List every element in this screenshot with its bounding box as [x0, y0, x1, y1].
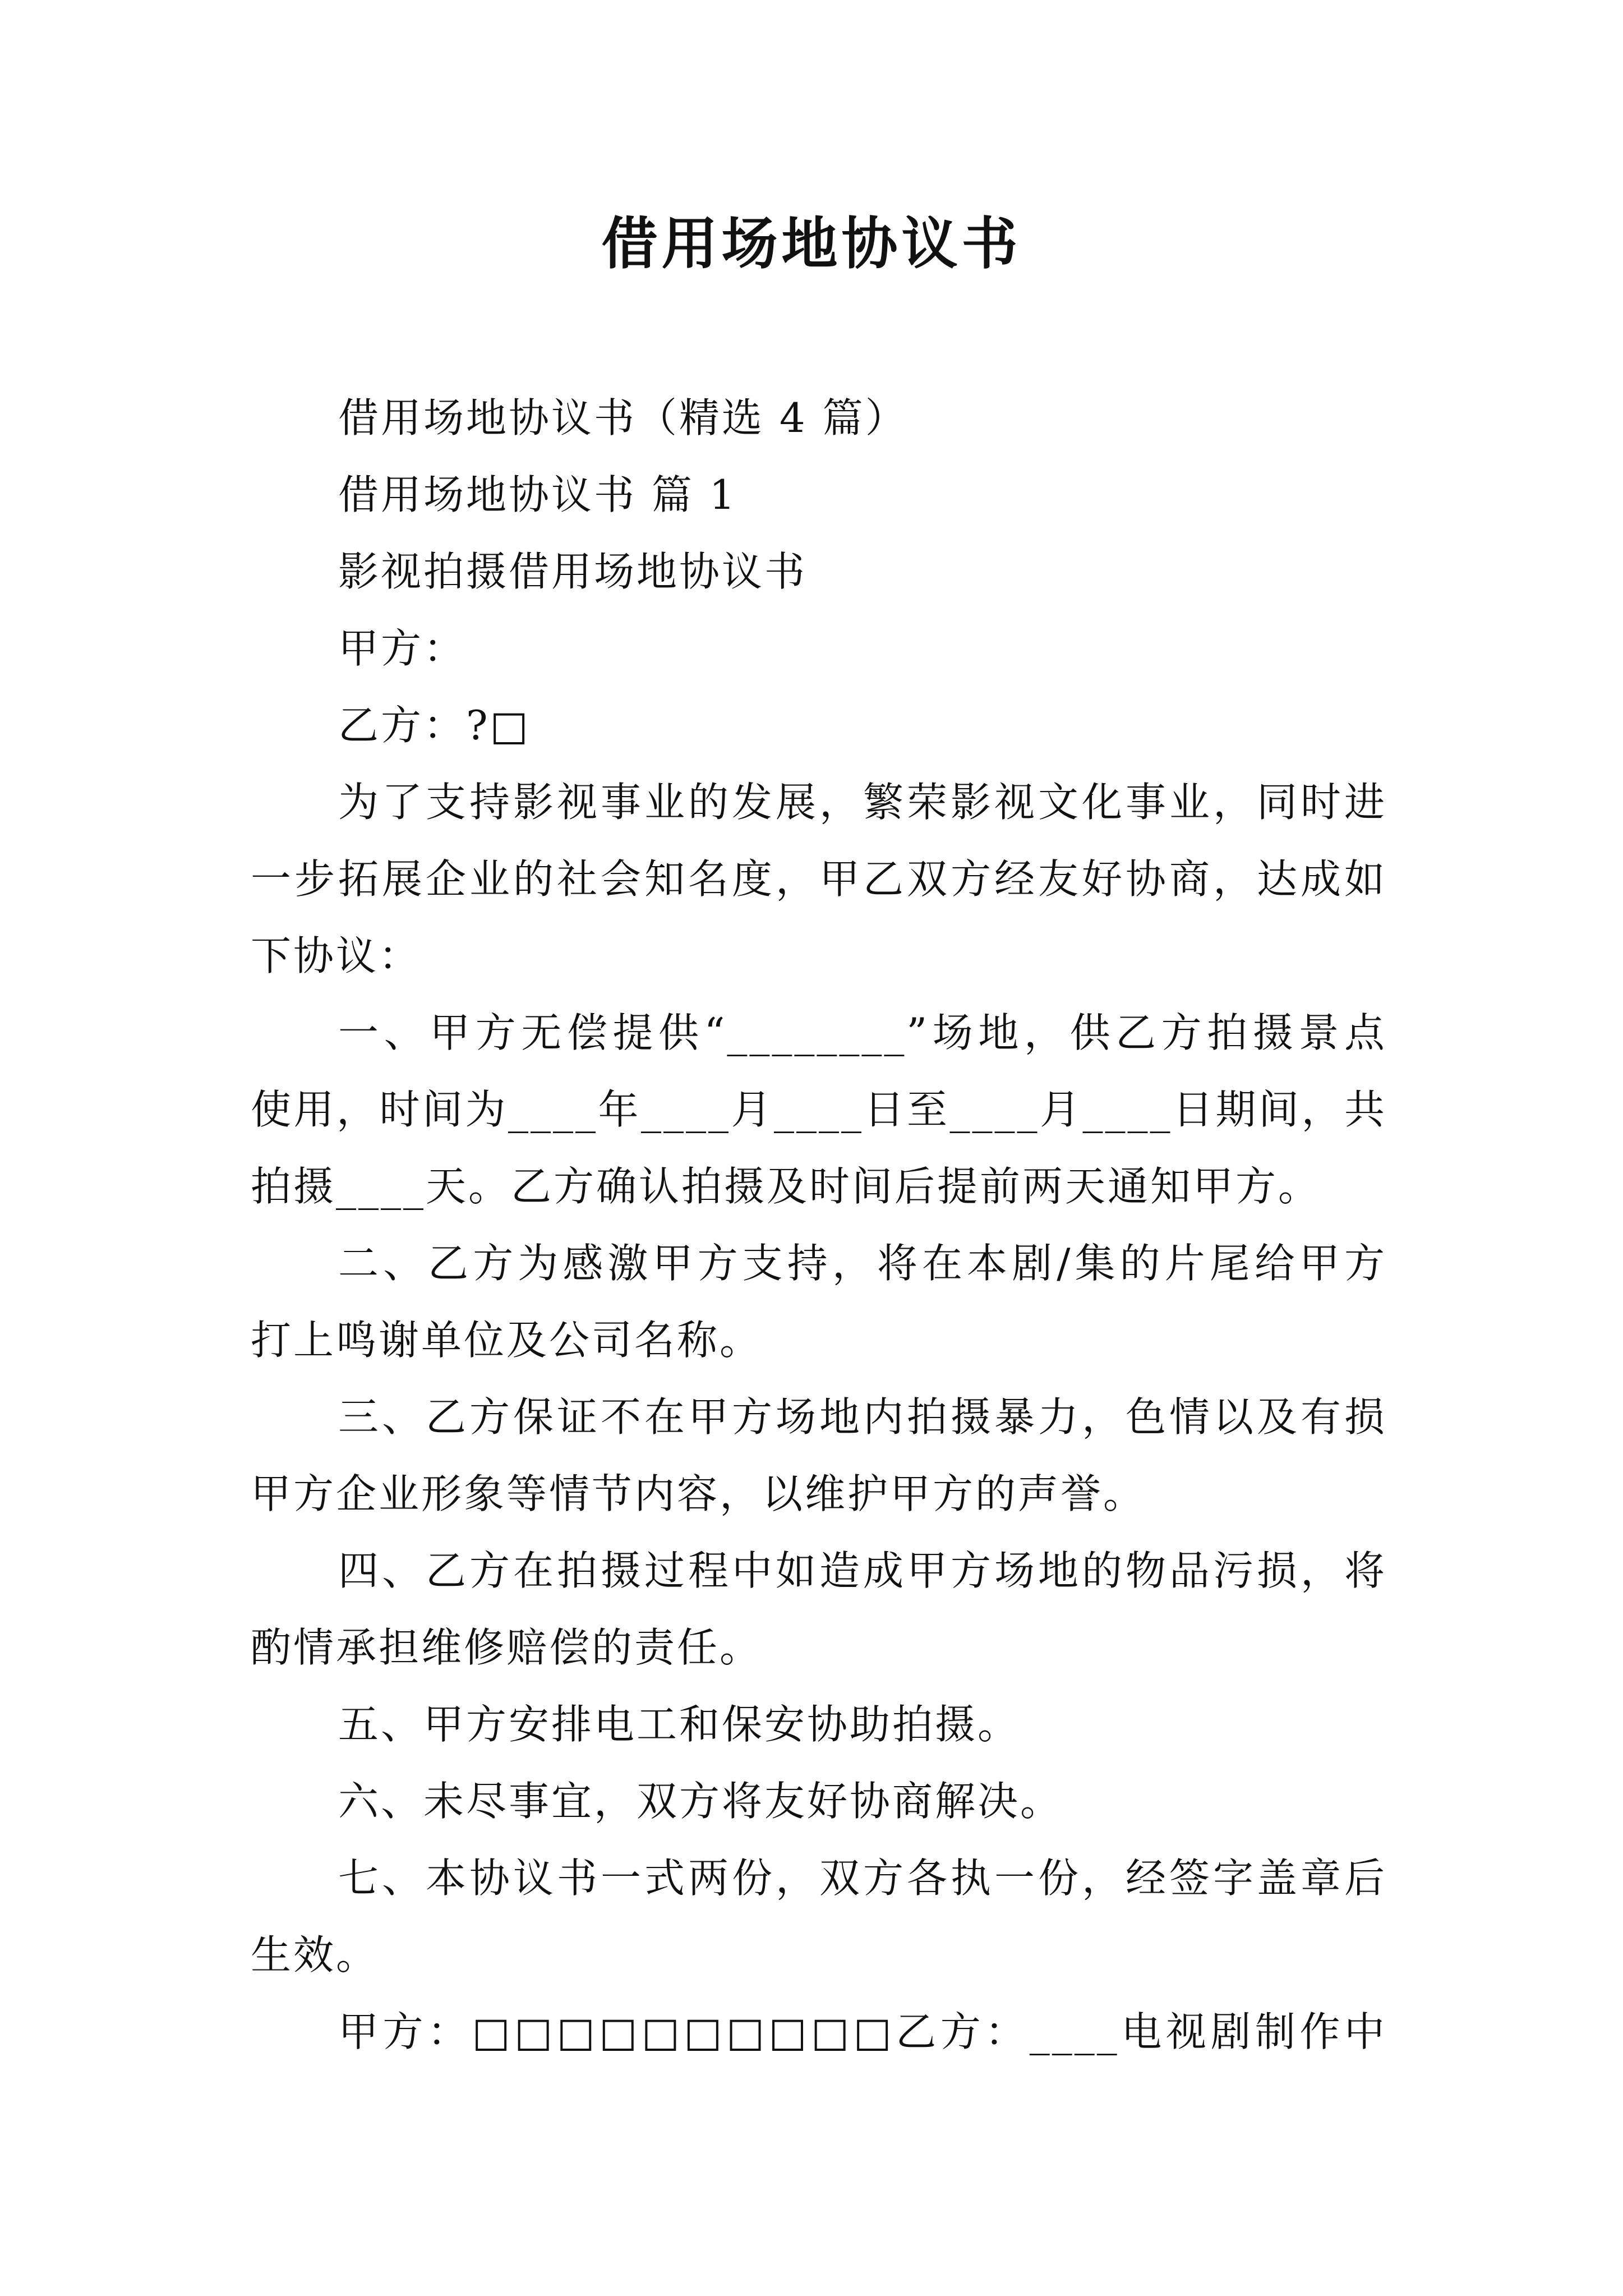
- signature-line: [251, 1994, 1387, 2070]
- text-line: 一步拓展企业的社会知名度，甲乙双方经友好协商，达成如: [251, 855, 1387, 903]
- text-line: 六、未尽事宜，双方将友好协商解决。: [338, 1778, 1063, 1825]
- clause-7: [251, 1840, 1387, 1994]
- text-line: 甲方：□□□□□□□□□□乙方：____电视剧制作中: [338, 2008, 1387, 2055]
- clause-5: [251, 1686, 1387, 1763]
- clause-4: [251, 1533, 1387, 1686]
- text-line: 酌情承担维修赔偿的责任。: [251, 1624, 763, 1671]
- text-line: 拍摄____天。乙方确认拍摄及时间后提前两天通知甲方。: [251, 1163, 1321, 1210]
- text-line: 甲方：: [338, 625, 467, 672]
- text-line: 借用场地协议书（精选 4 篇）: [338, 394, 908, 441]
- document-subtitle: [251, 380, 1387, 457]
- text-line: 四、乙方在拍摄过程中如造成甲方场地的物品污损，将: [338, 1547, 1387, 1594]
- clause-3: [251, 1379, 1387, 1533]
- text-line: 下协议：: [251, 932, 422, 979]
- party-b-line: [251, 687, 1387, 764]
- preamble-paragraph: [251, 764, 1387, 995]
- document-body: [251, 380, 1387, 2070]
- text-line: 影视拍摄借用场地协议书: [338, 548, 808, 595]
- clause-6: [251, 1763, 1387, 1840]
- text-line: 一、甲方无偿提供“________”场地，供乙方拍摄景点: [338, 1009, 1387, 1056]
- clause-2: [251, 1225, 1387, 1379]
- text-line: 借用场地协议书 篇 1: [338, 471, 737, 518]
- page-title: 借用场地协议书: [601, 210, 1022, 277]
- text-line: 五、甲方安排电工和保安协助拍摄。: [338, 1701, 1021, 1748]
- section-heading: [251, 457, 1387, 533]
- text-line: 生效。: [251, 1931, 379, 1978]
- party-a-line: [251, 610, 1387, 687]
- text-line: 为了支持影视事业的发展，繁荣影视文化事业，同时进: [338, 779, 1387, 826]
- text-line: 使用，时间为____年____月____日至____月____日期间，共: [251, 1086, 1387, 1133]
- clause-1: [251, 995, 1387, 1225]
- text-line: 二、乙方为感激甲方支持，将在本剧/集的片尾给甲方: [338, 1240, 1387, 1287]
- text-line: 三、乙方保证不在甲方场地内拍摄暴力，色情以及有损: [338, 1393, 1387, 1441]
- text-line: 打上鸣谢单位及公司名称。: [251, 1317, 763, 1364]
- text-line: 甲方企业形象等情节内容，以维护甲方的声誉。: [251, 1470, 1146, 1517]
- agreement-heading: [251, 533, 1387, 610]
- text-line: 乙方：?□: [338, 702, 531, 749]
- text-line: 七、本协议书一式两份，双方各执一份，经签字盖章后: [338, 1855, 1387, 1902]
